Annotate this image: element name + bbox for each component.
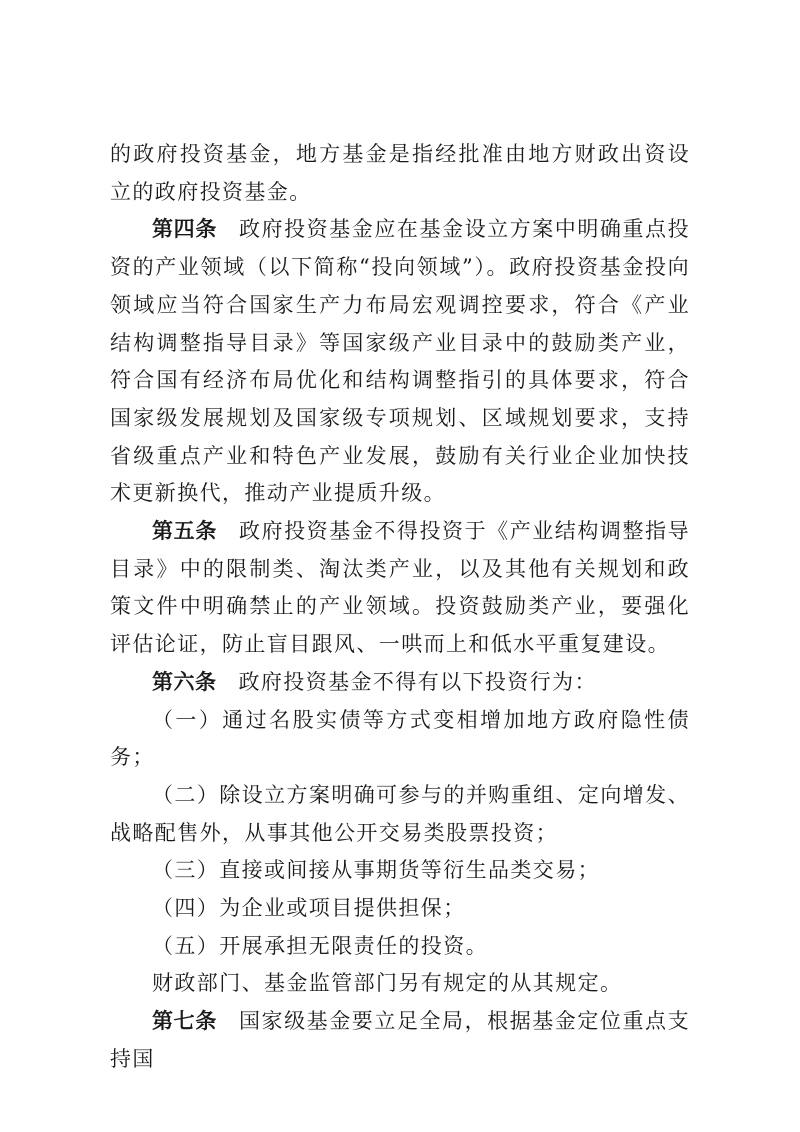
paragraph-text: （一）通过名股实债等方式变相增加地方政府隐性债务； xyxy=(110,707,690,770)
paragraph-text: （五）开展承担无限责任的投资。 xyxy=(152,933,488,958)
list-item-2 xyxy=(110,777,690,852)
paragraph-text: （三）直接或间接从事期货等衍生品类交易； xyxy=(152,858,600,883)
article-heading: 第四条 xyxy=(152,217,217,242)
article-5 xyxy=(110,513,690,664)
list-item-5 xyxy=(110,928,690,966)
article-heading: 第七条 xyxy=(152,1009,217,1034)
article-6 xyxy=(110,664,690,702)
paragraph-text: （四）为企业或项目提供担保； xyxy=(152,896,466,921)
list-item-3 xyxy=(110,852,690,890)
paragraph-text: 财政部门、基金监管部门另有规定的从其规定。 xyxy=(152,971,623,996)
document-body xyxy=(110,136,690,1079)
paragraph-text: 的政府投资基金，地方基金是指经批准由地方财政出资设立的政府投资基金。 xyxy=(110,142,690,204)
paragraph-continuation xyxy=(110,136,690,211)
paragraph-text: 政府投资基金不得有以下投资行为： xyxy=(238,669,597,694)
paragraph-note xyxy=(110,965,690,1003)
list-item-1 xyxy=(110,702,690,777)
paragraph-text: 政府投资基金应在基金设立方案中明确重点投资的产业领域（以下简称“投向领域”）。政府投资基金投向领域应当符合国家生产力布局宏观调控要求，符合《产业结构调整指导目录》等国家级产业目录中的鼓励类产业，符合国有经济布局优化和结构调整指引的具体要求，符合国家级发展规划及国家级专项规划、区域规划要求，支持省级重点产业和特色产业发展，鼓励有关行业企业加快技术更新换代，推动产业提质升级。 xyxy=(110,217,691,506)
paragraph-text: （二）除设立方案明确可参与的并购重组、定向增发、战略配售外，从事其他公开交易类股票投资； xyxy=(110,782,690,845)
article-heading: 第五条 xyxy=(152,519,217,544)
article-4 xyxy=(110,211,690,513)
paragraph-text: 政府投资基金不得投资于《产业结构调整指导目录》中的限制类、淘汰类产业，以及其他有关规划和政策文件中明确禁止的产业领域。投资鼓励类产业，要强化评估论证，防止盲目跟风、一哄而上和低水平重复建设。 xyxy=(110,519,691,657)
paragraph-text: 国家级基金要立足全局，根据基金定位重点支持国 xyxy=(110,1009,691,1071)
article-heading: 第六条 xyxy=(152,669,217,694)
list-item-4 xyxy=(110,890,690,928)
article-7 xyxy=(110,1003,690,1078)
